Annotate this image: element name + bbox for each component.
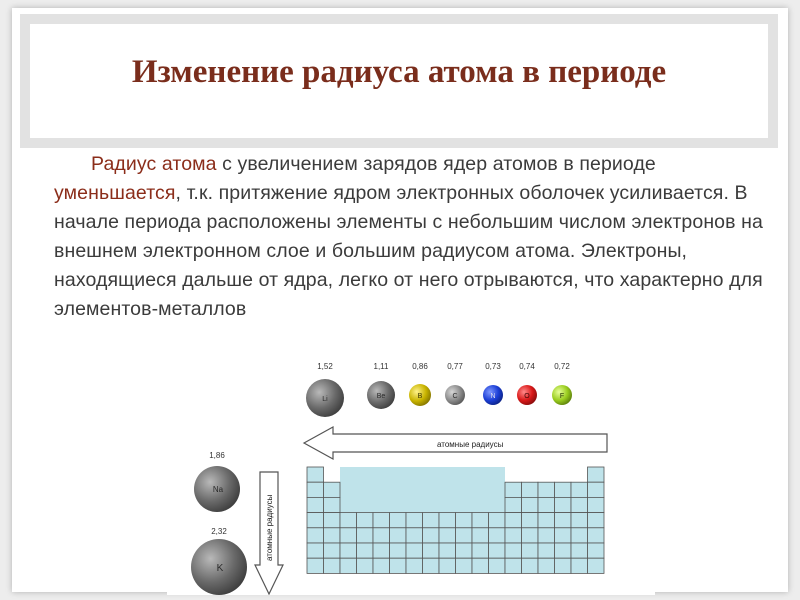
table-cell xyxy=(357,558,374,573)
slide xyxy=(12,8,788,592)
table-cell xyxy=(555,558,572,573)
table-cell xyxy=(522,543,539,558)
table-cell xyxy=(472,513,489,528)
atom-radius-label: 1,86 xyxy=(209,451,225,460)
table-cell xyxy=(406,513,423,528)
table-cell xyxy=(571,543,588,558)
title-panel xyxy=(20,14,778,148)
atom-radius-label: 0,72 xyxy=(554,362,570,371)
table-cell xyxy=(505,558,522,573)
table-cell xyxy=(571,528,588,543)
table-cell xyxy=(340,528,357,543)
table-gap-area xyxy=(340,467,505,513)
table-cell xyxy=(555,482,572,497)
atom-symbol: N xyxy=(490,393,496,400)
vertical-arrow-label: атомные радиусы xyxy=(265,494,274,561)
table-cell xyxy=(423,543,440,558)
table-cell xyxy=(489,558,506,573)
table-cell xyxy=(373,558,390,573)
table-cell xyxy=(390,543,407,558)
table-cell xyxy=(588,513,605,528)
table-cell xyxy=(324,528,341,543)
atom-symbol: O xyxy=(524,393,530,400)
table-cell xyxy=(423,558,440,573)
table-cell xyxy=(538,543,555,558)
atom-symbol: K xyxy=(216,563,224,574)
atom-radius-label: 0,86 xyxy=(412,362,428,371)
table-cell xyxy=(571,482,588,497)
table-cell xyxy=(406,543,423,558)
highlight-atom-radius: Радиус атома xyxy=(91,153,217,175)
horizontal-arrow-label: атомные радиусы xyxy=(437,440,504,449)
table-cell xyxy=(307,528,324,543)
table-cell xyxy=(555,513,572,528)
table-cell xyxy=(406,528,423,543)
atom-symbol: F xyxy=(559,393,565,400)
table-cell xyxy=(439,558,456,573)
table-cell xyxy=(324,513,341,528)
atom-radius-label: 0,74 xyxy=(519,362,535,371)
table-cell xyxy=(324,482,341,497)
table-cell xyxy=(390,528,407,543)
table-cell xyxy=(324,543,341,558)
table-cell xyxy=(588,528,605,543)
table-cell xyxy=(373,543,390,558)
table-cell xyxy=(406,558,423,573)
table-cell xyxy=(472,528,489,543)
table-cell xyxy=(505,528,522,543)
table-cell xyxy=(324,497,341,512)
table-cell xyxy=(505,482,522,497)
atom-radius-label: 1,52 xyxy=(317,362,333,371)
table-cell xyxy=(390,513,407,528)
table-cell xyxy=(307,497,324,512)
period-atoms xyxy=(306,362,572,417)
horizontal-arrow xyxy=(304,427,607,459)
table-cell xyxy=(588,558,605,573)
table-cell xyxy=(357,528,374,543)
table-cell xyxy=(489,513,506,528)
table-cell xyxy=(324,558,341,573)
table-cell xyxy=(538,497,555,512)
atom-symbol: Li xyxy=(322,396,328,403)
table-cell xyxy=(538,482,555,497)
table-cell xyxy=(538,528,555,543)
table-cell xyxy=(538,558,555,573)
table-cell xyxy=(373,513,390,528)
table-cell xyxy=(522,497,539,512)
table-cell xyxy=(307,482,324,497)
table-cell xyxy=(588,543,605,558)
table-cell xyxy=(571,513,588,528)
table-cell xyxy=(489,543,506,558)
atom-symbol: Na xyxy=(212,485,224,494)
table-cell xyxy=(571,497,588,512)
vertical-arrow xyxy=(255,472,283,594)
slide-title: Изменение радиуса атома в периоде xyxy=(131,54,667,90)
table-cell xyxy=(588,467,605,482)
table-cell xyxy=(588,497,605,512)
table-cell xyxy=(439,543,456,558)
table-cell xyxy=(555,497,572,512)
table-cell xyxy=(505,543,522,558)
table-cell xyxy=(555,528,572,543)
table-cell xyxy=(307,543,324,558)
periodic-radius-figure xyxy=(167,333,655,595)
atom-radius-label: 0,73 xyxy=(485,362,501,371)
table-cell xyxy=(340,558,357,573)
table-cell xyxy=(357,543,374,558)
table-cell xyxy=(571,558,588,573)
table-cell xyxy=(390,558,407,573)
table-cell xyxy=(456,513,473,528)
table-cell xyxy=(439,513,456,528)
atom-symbol: B xyxy=(417,393,423,400)
table-cell xyxy=(522,513,539,528)
table-cell xyxy=(522,482,539,497)
table-cell xyxy=(489,528,506,543)
table-cell xyxy=(307,558,324,573)
figure-svg xyxy=(167,333,655,595)
table-cell xyxy=(505,513,522,528)
table-cell xyxy=(307,513,324,528)
table-cell xyxy=(555,543,572,558)
table-cell xyxy=(522,528,539,543)
table-cell xyxy=(522,558,539,573)
atom-radius-label: 1,11 xyxy=(373,362,389,371)
table-cell xyxy=(357,513,374,528)
table-cell xyxy=(456,528,473,543)
table-cell xyxy=(456,558,473,573)
table-cell xyxy=(472,543,489,558)
atom-radius-label: 0,77 xyxy=(447,362,463,371)
atom-radius-label: 2,32 xyxy=(211,527,227,536)
atom-symbol: Be xyxy=(376,393,386,400)
table-cell xyxy=(423,528,440,543)
table-cell xyxy=(307,467,324,482)
table-cell xyxy=(340,543,357,558)
paragraph-part-1: с увеличением зарядов ядер атомов в периоде xyxy=(216,153,656,175)
table-cell xyxy=(456,543,473,558)
atom-symbol: C xyxy=(452,393,458,400)
periodic-table-grid xyxy=(307,467,604,573)
table-cell xyxy=(588,482,605,497)
table-cell xyxy=(423,513,440,528)
table-cell xyxy=(439,528,456,543)
paragraph-part-2: , т.к. притяжение ядром электронных оболочек усиливается. В начале периода расположены элементы с небольшим числом электронов на внешнем электронном слое и большим радиусом атома. Электроны, находящиеся дальше от ядра, легко от него отрываются, что характерно для элементов-металлов xyxy=(54,182,763,320)
table-cell xyxy=(373,528,390,543)
highlight-decreases: уменьшается xyxy=(54,182,176,204)
table-cell xyxy=(505,497,522,512)
body-paragraph xyxy=(54,150,772,324)
table-cell xyxy=(340,513,357,528)
table-cell xyxy=(472,558,489,573)
table-cell xyxy=(538,513,555,528)
group-atoms xyxy=(191,451,247,595)
